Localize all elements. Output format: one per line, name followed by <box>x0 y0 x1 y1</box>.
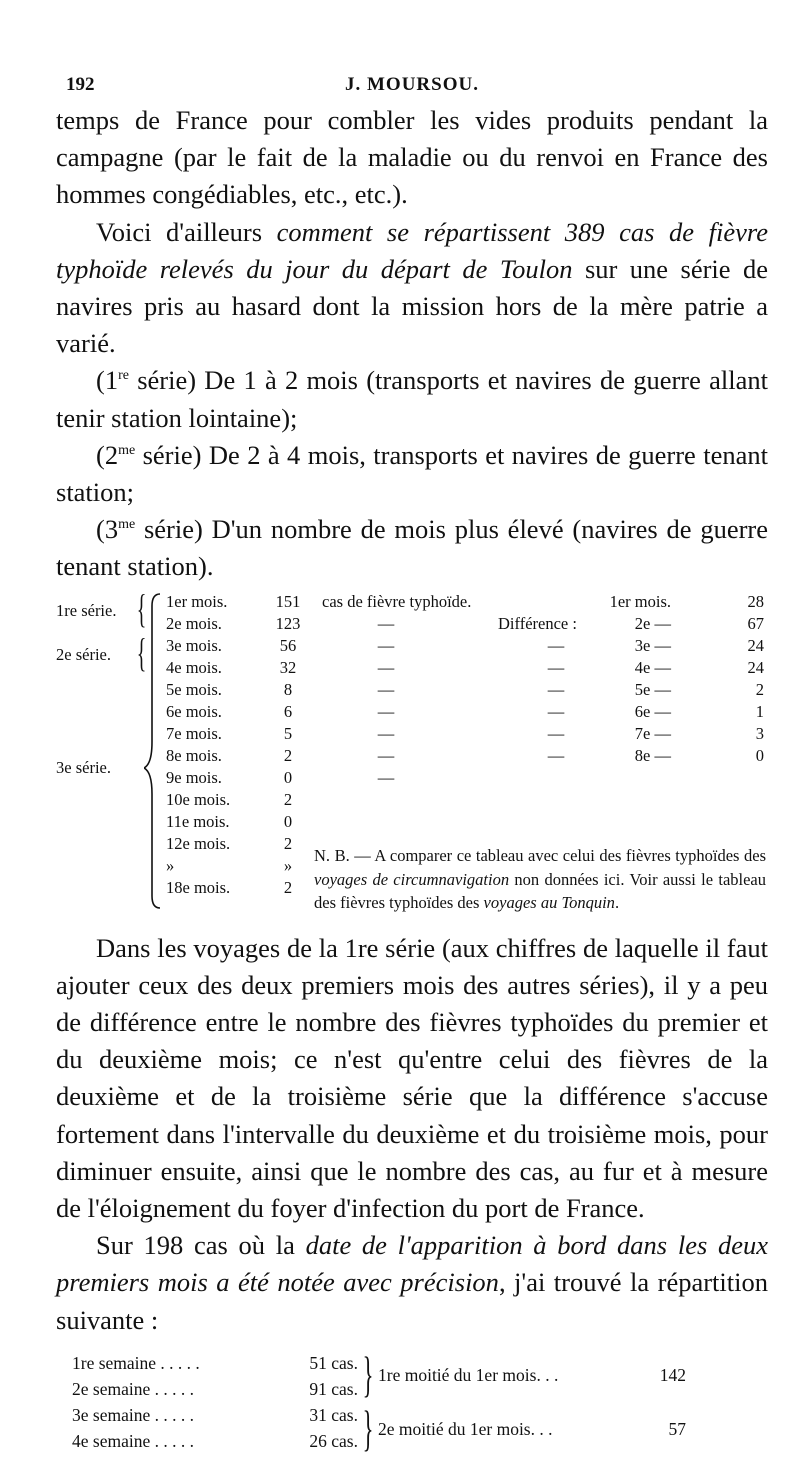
case-count: 123 <box>275 613 301 633</box>
running-head <box>56 60 768 100</box>
paragraph-2: Voici d'ailleurs comment se répartissent 389 cas de fièvre typhoïde relevés du jour du départ de Toulon sur une série de navires pris au hasard dont la mission hors de la mère patrie a varié. <box>56 216 768 359</box>
table-row <box>56 702 768 724</box>
page <box>56 60 768 1456</box>
difference-month: 6e — <box>634 701 671 721</box>
paragraph-5-emphasis: date de l'apparition à bord dans les deux premiers mois a été notée avec précision <box>56 1230 768 1298</box>
month-label: » <box>166 855 175 875</box>
month-label: 9e mois. <box>166 767 222 787</box>
difference-value: 24 <box>747 657 764 677</box>
ditto-mark: — <box>377 657 395 677</box>
difference-value: 0 <box>755 745 764 765</box>
month-label: 7e mois. <box>166 723 222 743</box>
case-count: 8 <box>283 679 293 699</box>
case-count: 151 <box>275 591 301 611</box>
case-count: 0 <box>283 811 293 831</box>
series-2-definition: ($2^{me}$ série) De 2 à 4 mois, transports et navires de guerre tenant station; <box>56 439 768 508</box>
ditto-mark: — <box>547 745 565 765</box>
ditto-mark: — <box>377 701 395 721</box>
month-label: 5e mois. <box>166 679 222 699</box>
week-label: 2e semaine . . . . . <box>72 1378 194 1399</box>
table-note: N. B. — A comparer ce tableau avec celui des fièvres typhoïdes des voyages de circumnavigation non données ici. Voir aussi le tableau des fièvres typhoïdes des voyages au Tonquin. <box>314 846 767 913</box>
difference-label: Différence : <box>498 613 577 633</box>
ditto-mark: — <box>377 745 395 765</box>
series-1-brace: { <box>136 585 147 631</box>
difference-value: 67 <box>747 613 764 633</box>
weeks-3-4-brace: } <box>362 1399 374 1456</box>
paragraph-1: temps de France pour combler les vides produits pendant la campagne (par le fait de la maladie ou du renvoi en France des hommes congédiables, etc., etc.). <box>56 105 768 210</box>
week-count: 51 cas. <box>309 1352 358 1373</box>
series-1-label: 1re série. <box>56 600 117 620</box>
paragraph-4: Dans les voyages de la 1re série (aux chiffres de laquelle il faut ajouter ceux des deux premiers mois des autres séries), il y a peu de différence entre le nombre des fièvres typhoïdes du premier et du deuxième mois; ce n'est qu'entre celui des fièvres de la deuxième et de la troisième série que la différence s'accuse fortement dans l'intervalle du deuxième et du troisième mois, pour diminuer ensuite, ainsi que le nombre des cas, au fur et à mesure de l'éloignement du foyer d'infection du port de France. <box>56 932 768 1224</box>
week-count: 26 cas. <box>309 1430 358 1451</box>
week-label: 1re semaine . . . . . <box>72 1352 200 1373</box>
month-label: 8e mois. <box>166 745 222 765</box>
series-2-brace: { <box>136 629 147 675</box>
case-count: 56 <box>279 635 297 655</box>
case-count: 5 <box>283 723 293 743</box>
ditto-mark: — <box>547 657 565 677</box>
case-count: » <box>283 855 293 875</box>
series-1-definition: (1re série) De 1 à 2 mois (transports et navires de guerre allant tenir station lointaine); <box>56 365 768 433</box>
ditto-mark: — <box>377 613 395 633</box>
ditto-mark: — <box>547 679 565 699</box>
difference-value: 24 <box>747 635 764 655</box>
ditto-mark: — <box>377 679 395 699</box>
page-number: 192 <box>66 74 95 95</box>
ditto-mark: — <box>547 635 565 655</box>
monthly-cases-table <box>56 585 768 922</box>
ditto-mark: — <box>377 767 395 787</box>
difference-month: 3e — <box>634 635 671 655</box>
table-row <box>56 658 768 680</box>
month-label: 4e mois. <box>166 657 222 677</box>
difference-month: 2e — <box>634 613 671 633</box>
difference-value: 28 <box>747 591 764 611</box>
month-label: 12e mois. <box>166 833 231 853</box>
first-half-label: 1re moitié du 1er mois. . . <box>378 1364 559 1385</box>
case-count: 6 <box>283 701 293 721</box>
case-count: 2 <box>283 789 293 809</box>
case-count: 2 <box>283 877 293 897</box>
ditto-mark: — <box>547 701 565 721</box>
weekly-cases-table <box>56 1345 768 1456</box>
week-count: 91 cas. <box>309 1378 358 1399</box>
month-label: 10e mois. <box>166 789 231 809</box>
table-row <box>56 746 768 768</box>
table-row <box>56 636 768 658</box>
paragraph-2-emphasis: comment se répartissent 389 cas de fièvre typhoïde relevés du jour du départ de Toulon <box>56 216 768 284</box>
month-label: 1er mois. <box>166 591 228 611</box>
ditto-mark: — <box>377 635 395 655</box>
case-count: 2 <box>283 833 293 853</box>
table-row <box>56 614 768 636</box>
difference-month: 5e — <box>634 679 671 699</box>
series-2-label: 2e série. <box>56 644 111 664</box>
table-row <box>56 724 768 746</box>
difference-value: 1 <box>755 701 764 721</box>
table-suffix: cas de fièvre typhoïde. <box>322 591 472 611</box>
difference-month: 8e — <box>634 745 671 765</box>
table-row <box>56 790 768 812</box>
difference-month: 7e — <box>634 723 671 743</box>
author-header: J. MOURSOU. <box>345 74 479 95</box>
table-row <box>56 680 768 702</box>
week-label: 3e semaine . . . . . <box>72 1404 194 1425</box>
week-count: 31 cas. <box>309 1404 358 1425</box>
case-count: 0 <box>283 767 293 787</box>
first-half-value: 142 <box>659 1364 686 1385</box>
table-row <box>56 768 768 790</box>
case-count: 32 <box>279 657 297 677</box>
series-3-label: 3e série. <box>56 757 111 777</box>
month-label: 6e mois. <box>166 701 222 721</box>
difference-value: 2 <box>755 679 764 699</box>
month-label: 11e mois. <box>166 811 230 831</box>
ditto-mark: — <box>377 723 395 743</box>
case-count: 2 <box>283 745 293 765</box>
difference-month: 4e — <box>634 657 671 677</box>
paragraph-5: Sur 198 cas où la date de l'apparition à bord dans les deux premiers mois a été notée avec précision, j'ai trouvé la répartition suivante : <box>56 1230 768 1335</box>
ditto-mark: — <box>547 723 565 743</box>
table-row <box>56 812 768 834</box>
second-half-label: 2e moitié du 1er mois. . . <box>378 1418 553 1439</box>
month-label: 3e mois. <box>166 635 222 655</box>
month-label: 2e mois. <box>166 613 222 633</box>
difference-month: 1er mois. <box>609 591 671 611</box>
month-label: 18e mois. <box>166 877 231 897</box>
week-label: 4e semaine . . . . . <box>72 1430 194 1451</box>
series-3-definition: ($3^{me}$ série) D'un nombre de mois plus élevé (navires de guerre tenant station). <box>56 514 768 582</box>
second-half-value: 57 <box>668 1418 686 1439</box>
weeks-1-2-brace: } <box>362 1345 374 1402</box>
difference-value: 3 <box>755 723 764 743</box>
